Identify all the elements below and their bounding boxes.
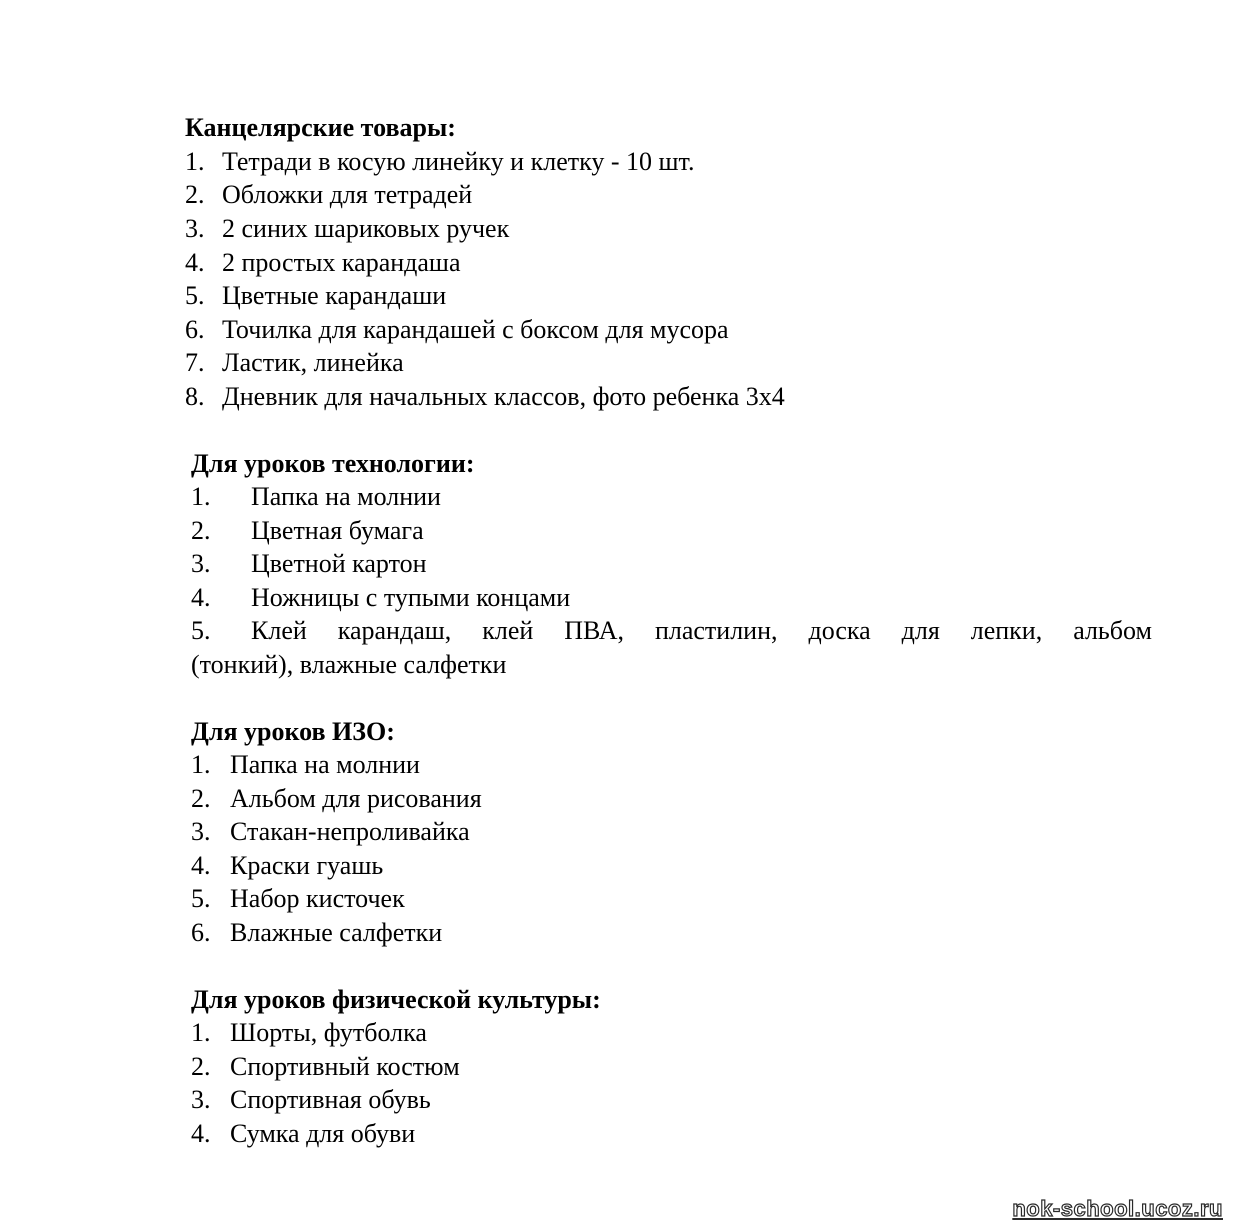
list-item-text: Альбом для рисования: [230, 784, 482, 813]
list-item-number: 4.: [191, 851, 211, 880]
list-item: [191, 1016, 427, 1050]
list-item-text: Спортивная обувь: [230, 1085, 431, 1114]
list-item: [191, 1083, 431, 1117]
list-item-number: 1.: [185, 147, 205, 176]
list-item-number: 3.: [191, 817, 211, 846]
section-heading-art: Для уроков ИЗО:: [191, 717, 395, 746]
list-item-number: 3.: [191, 549, 211, 578]
list-item-number: 2.: [191, 1052, 211, 1081]
list-item: [185, 346, 404, 380]
list-item-word: доска: [808, 616, 871, 645]
list-item: [185, 178, 472, 212]
list-item-text: Тетради в косую линейку и клетку - 10 шт.: [222, 147, 695, 176]
list-item: [191, 480, 441, 514]
list-item-number: 3.: [185, 214, 205, 243]
list-item: [191, 916, 442, 950]
section-heading-pe: Для уроков физической культуры:: [191, 985, 601, 1014]
list-item-word: ПВА,: [564, 616, 624, 645]
list-item: [185, 279, 446, 313]
list-item-number: 2.: [185, 180, 205, 209]
list-item: [191, 1050, 460, 1084]
list-item: [185, 212, 509, 246]
list-item-text: Дневник для начальных классов, фото ребенка 3х4: [222, 382, 785, 411]
list-item-number: 5.: [185, 281, 205, 310]
watermark-text: nok-school.ucoz.ru: [1012, 1196, 1223, 1221]
list-item-word: Клей: [251, 616, 307, 645]
list-item-text: Цветной картон: [251, 549, 427, 578]
list-item-number: 1.: [191, 482, 211, 511]
list-item-text: Краски гуашь: [230, 851, 384, 880]
list-item-number: 4.: [191, 1119, 211, 1148]
list-item-text: Спортивный костюм: [230, 1052, 460, 1081]
list-item-word: для: [901, 616, 940, 645]
list-item-word: клей: [482, 616, 534, 645]
list-item-number: 4.: [185, 248, 205, 277]
list-item: [185, 313, 729, 347]
list-item-number: 2.: [191, 516, 211, 545]
list-item: [185, 145, 694, 179]
list-item-number: 7.: [185, 348, 205, 377]
list-item-word: карандаш,: [337, 616, 452, 645]
list-item-word: пластилин,: [654, 616, 778, 645]
list-item-word: альбом: [1073, 616, 1152, 645]
list-item: [191, 547, 427, 581]
list-item: [191, 514, 424, 548]
list-item-text: Папка на молнии: [251, 482, 441, 511]
list-item-lead: [191, 614, 307, 648]
list-item-continuation: (тонкий), влажные салфетки: [191, 650, 507, 679]
list-item-justified: [191, 614, 1152, 648]
list-item-number: 5.: [191, 616, 211, 645]
list-item-text: Набор кисточек: [230, 884, 405, 913]
list-item-number: 6.: [191, 918, 211, 947]
list-item-number: 2.: [191, 784, 211, 813]
list-item-text: Обложки для тетрадей: [222, 180, 473, 209]
list-item-number: 1.: [191, 750, 211, 779]
list-item-text: Сумка для обуви: [230, 1119, 416, 1148]
list-item: [185, 246, 461, 280]
list-item: [191, 1117, 415, 1151]
list-item-text: Точилка для карандашей с боксом для мусора: [222, 315, 729, 344]
list-item: [191, 748, 420, 782]
list-item-number: 5.: [191, 884, 211, 913]
list-item-number: 4.: [191, 583, 211, 612]
list-item: [191, 815, 470, 849]
list-item-text: Ножницы с тупыми концами: [251, 583, 571, 612]
list-item-number: 6.: [185, 315, 205, 344]
list-item-number: 1.: [191, 1018, 211, 1047]
list-item-text: Шорты, футболка: [230, 1018, 427, 1047]
list-item-text: 2 синих шариковых ручек: [222, 214, 510, 243]
list-item-number: 3.: [191, 1085, 211, 1114]
list-item-text: Стакан-непроливайка: [230, 817, 470, 846]
list-item-text: Ластик, линейка: [222, 348, 404, 377]
list-item-text: Цветная бумага: [251, 516, 424, 545]
list-item: [191, 581, 570, 615]
list-item-text: Цветные карандаши: [222, 281, 447, 310]
section-heading-technology: Для уроков технологии:: [191, 449, 475, 478]
section-heading-stationery: Канцелярские товары:: [185, 113, 456, 142]
list-item: [185, 380, 785, 414]
list-item-word: лепки,: [970, 616, 1043, 645]
list-item: [191, 782, 482, 816]
list-item: [191, 882, 405, 916]
list-item-text: Папка на молнии: [230, 750, 420, 779]
list-item-text: 2 простых карандаша: [222, 248, 461, 277]
list-item-number: 8.: [185, 382, 205, 411]
list-item-text: Влажные салфетки: [230, 918, 443, 947]
list-item: [191, 849, 383, 883]
